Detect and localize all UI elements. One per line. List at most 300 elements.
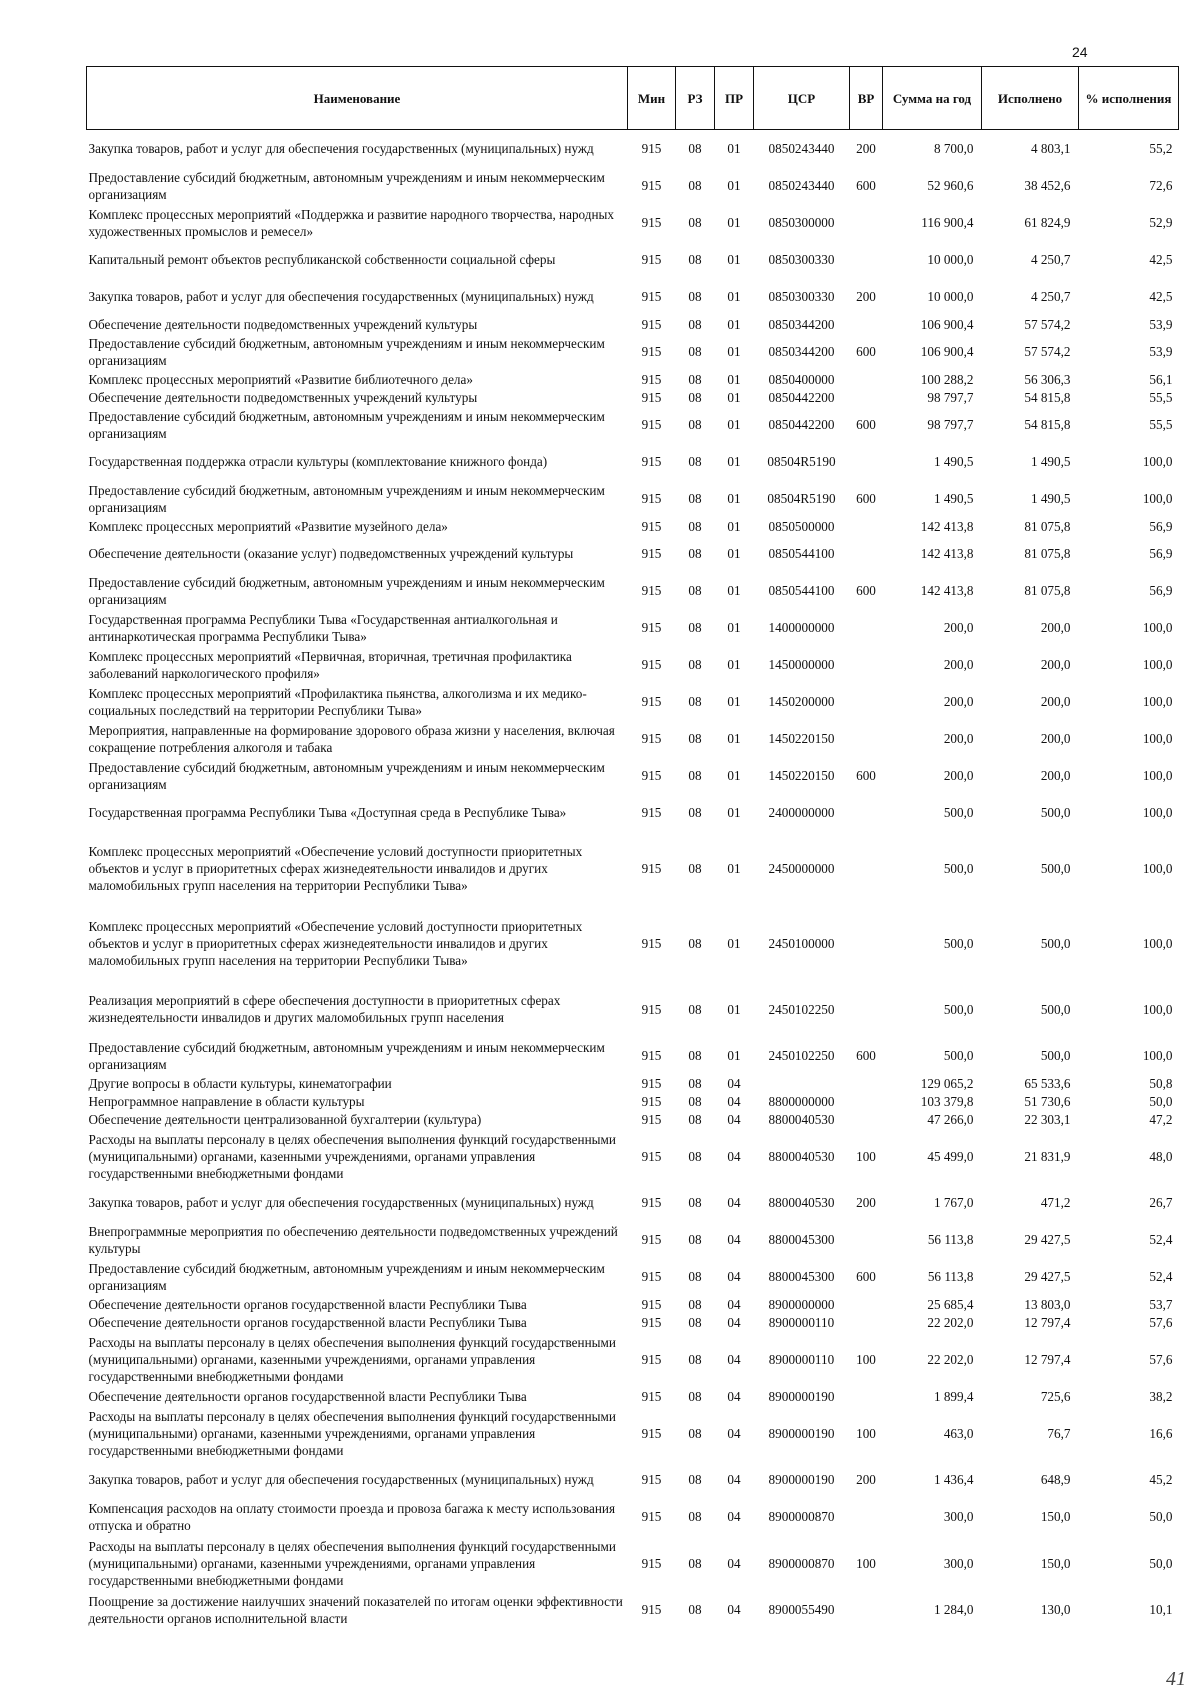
table-row: [87, 1110, 1179, 1128]
cell-vr: [850, 1295, 883, 1313]
cell-sum: 1 284,0: [933, 1602, 974, 1617]
cell-rz: 08: [688, 1269, 702, 1284]
cell-vr: 200: [856, 1472, 876, 1487]
cell-sum: 10 000,0: [927, 252, 974, 267]
cell-rz: 08: [688, 316, 702, 332]
cell-pr: 01: [727, 583, 741, 598]
cell-done: 200,0: [1040, 768, 1071, 783]
cell-vr: [850, 388, 883, 406]
cell-csr: 08504R5190: [767, 454, 836, 469]
cell-pr: 04: [727, 1425, 741, 1441]
cell-min: 915: [641, 657, 662, 672]
page-number: 24: [1072, 44, 1088, 60]
cell-csr: 8900000190: [768, 1425, 835, 1441]
cell-done: 13 803,0: [1024, 1296, 1071, 1312]
cell-vr: 600: [856, 344, 876, 359]
cell-done: 500,0: [1040, 1001, 1071, 1017]
cell-pr: 01: [727, 768, 741, 783]
table-row: [87, 981, 1179, 1037]
cell-done: 500,0: [1040, 1048, 1071, 1063]
cell-pr: 01: [727, 289, 741, 304]
cell-name: Государственная поддержка отрасли культуры (комплектование книжного фонда): [88, 454, 548, 469]
cell-sum: 1 899,4: [933, 1388, 974, 1404]
table-row: [87, 1037, 1179, 1074]
cell-name: Предоставление субсидий бюджетным, автономным учреждениям и иным некоммерческим организациям: [88, 482, 605, 515]
table-row: [87, 1092, 1179, 1110]
cell-vr: 200: [856, 141, 876, 156]
cell-pr: 01: [727, 454, 741, 469]
cell-pct: 100,0: [1142, 657, 1173, 672]
table-row: [87, 1405, 1179, 1461]
cell-vr: 600: [856, 1048, 876, 1063]
cell-pr: 04: [727, 1075, 741, 1091]
cell-min: 915: [641, 316, 662, 332]
cell-pct: 52,9: [1149, 215, 1173, 230]
cell-min: 915: [641, 1314, 662, 1330]
cell-vr: [850, 683, 883, 720]
cell-sum: 45 499,0: [927, 1148, 974, 1164]
cell-csr: 0850400000: [768, 371, 835, 387]
handwritten-page-mark: 41: [1166, 1668, 1186, 1690]
cell-name: Поощрение за достижение наилучших значений показателей по итогам оценки эффективности деятельности органов исполнительной власти: [88, 1593, 623, 1626]
cell-pct: 72,6: [1149, 178, 1173, 193]
cell-vr: [850, 517, 883, 535]
cell-csr: 8800000000: [768, 1093, 835, 1109]
cell-csr: 0850442200: [768, 389, 835, 405]
cell-name: Расходы на выплаты персоналу в целях обеспечения выполнения функций государственными (муниципальными) органами, казенными учреждениями, органами управления государственными внебюджетными фондами: [88, 1334, 616, 1384]
cell-sum: 106 900,4: [920, 316, 974, 332]
cell-csr: 0850544100: [768, 546, 835, 561]
cell-pr: 01: [727, 389, 741, 405]
cell-pct: 100,0: [1142, 491, 1173, 506]
cell-vr: [850, 981, 883, 1037]
cell-pct: 57,6: [1149, 1314, 1173, 1330]
cell-csr: 1450220150: [768, 768, 835, 783]
table-row: [87, 406, 1179, 443]
table-row: [87, 278, 1179, 315]
cell-pct: 56,9: [1149, 583, 1173, 598]
cell-sum: 500,0: [943, 861, 974, 876]
cell-sum: 47 266,0: [927, 1111, 974, 1127]
cell-rz: 08: [688, 518, 702, 534]
table-row: [87, 1461, 1179, 1498]
cell-pr: 04: [727, 1148, 741, 1164]
cell-min: 915: [641, 1001, 662, 1017]
cell-name: Реализация мероприятий в сфере обеспечения доступности в приоритетных сферах жизнедеятельности инвалидов и других маломобильных групп населения: [88, 993, 561, 1025]
cell-min: 915: [641, 1148, 662, 1164]
cell-done: 200,0: [1040, 620, 1071, 635]
cell-vr: 600: [856, 491, 876, 506]
cell-csr: 1400000000: [768, 620, 835, 635]
cell-vr: 600: [856, 1269, 876, 1284]
cell-csr: 8900000110: [768, 1351, 835, 1367]
cell-csr: 8800040530: [768, 1111, 835, 1127]
cell-pr: 01: [727, 316, 741, 332]
cell-rz: 08: [688, 1093, 702, 1109]
cell-rz: 08: [688, 1232, 702, 1247]
cell-sum: 10 000,0: [927, 289, 974, 304]
cell-done: 29 427,5: [1024, 1269, 1071, 1284]
table-row: [87, 720, 1179, 757]
cell-csr: 2450102250: [768, 1048, 835, 1063]
table-row: [87, 517, 1179, 535]
cell-min: 915: [641, 215, 662, 230]
cell-pr: 01: [727, 657, 741, 672]
cell-vr: 600: [856, 178, 876, 193]
cell-vr: [850, 1110, 883, 1128]
table-row: [87, 831, 1179, 906]
cell-csr: 8800045300: [768, 1269, 835, 1284]
table-body: [87, 130, 1179, 1629]
cell-rz: 08: [688, 861, 702, 876]
table-row: [87, 906, 1179, 981]
cell-min: 915: [641, 518, 662, 534]
cell-rz: 08: [688, 731, 702, 746]
cell-min: 915: [641, 1472, 662, 1487]
cell-pct: 100,0: [1142, 1001, 1173, 1017]
cell-rz: 08: [688, 936, 702, 951]
cell-vr: [850, 315, 883, 333]
cell-min: 915: [641, 491, 662, 506]
table-row: [87, 609, 1179, 646]
cell-name: Обеспечение деятельности централизованной бухгалтерии (культура): [88, 1111, 482, 1127]
cell-pct: 42,5: [1149, 289, 1173, 304]
cell-sum: 142 413,8: [920, 546, 974, 561]
cell-sum: 1 436,4: [933, 1472, 974, 1487]
table-row: [87, 1258, 1179, 1295]
cell-min: 915: [641, 178, 662, 193]
cell-min: 915: [641, 389, 662, 405]
cell-sum: 52 960,6: [927, 178, 974, 193]
cell-sum: 22 202,0: [927, 1351, 974, 1367]
table-row: [87, 315, 1179, 333]
table-row: [87, 388, 1179, 406]
cell-rz: 08: [688, 1351, 702, 1367]
cell-sum: 1 490,5: [933, 491, 974, 506]
table-row: [87, 646, 1179, 683]
table-row: [87, 1387, 1179, 1405]
cell-name: Расходы на выплаты персоналу в целях обеспечения выполнения функций государственными (муниципальными) органами, казенными учреждениями, органами управления государственными внебюджетными фондами: [88, 1408, 616, 1458]
cell-done: 81 075,8: [1024, 583, 1071, 598]
cell-min: 915: [641, 620, 662, 635]
cell-pr: 01: [727, 1048, 741, 1063]
cell-csr: 0850243440: [768, 141, 835, 156]
cell-done: 500,0: [1040, 936, 1071, 951]
cell-rz: 08: [688, 289, 702, 304]
table-row: [87, 333, 1179, 370]
cell-done: 4 250,7: [1030, 252, 1071, 267]
cell-name: Комплекс процессных мероприятий «Обеспечение условий доступности приоритетных объектов и услуг в приоритетных сферах жизнедеятельности инвалидов и других маломобильных групп населения на территории Республики Тыва»: [88, 919, 583, 968]
cell-pr: 04: [727, 1111, 741, 1127]
cell-name: Компенсация расходов на оплату стоимости проезда и провоза багажа к месту использования отпуска и обратно: [88, 1500, 616, 1533]
cell-csr: 0850500000: [768, 518, 835, 534]
cell-vr: [850, 1092, 883, 1110]
cell-name: Предоставление субсидий бюджетным, автономным учреждениям и иным некоммерческим организациям: [88, 759, 605, 792]
cell-pct: 50,0: [1149, 1555, 1173, 1571]
cell-pct: 56,1: [1149, 371, 1173, 387]
cell-name: Непрограммное направление в области культуры: [88, 1093, 365, 1109]
table-row: [87, 1331, 1179, 1387]
cell-pr: 04: [727, 1472, 741, 1487]
cell-rz: 08: [688, 1509, 702, 1524]
cell-min: 915: [641, 1093, 662, 1109]
cell-pr: 04: [727, 1388, 741, 1404]
table-row: [87, 1128, 1179, 1184]
table-row: [87, 1591, 1179, 1628]
cell-sum: 106 900,4: [920, 344, 974, 359]
cell-pct: 100,0: [1142, 731, 1173, 746]
cell-sum: 1 767,0: [933, 1195, 974, 1210]
table-row: [87, 443, 1179, 480]
header-pr: ПР: [715, 67, 754, 130]
cell-csr: [754, 1074, 850, 1092]
table-row: [87, 130, 1179, 168]
cell-pr: 04: [727, 1509, 741, 1524]
cell-pct: 57,6: [1149, 1351, 1173, 1367]
table-row: [87, 1074, 1179, 1092]
cell-pr: 04: [727, 1314, 741, 1330]
cell-pct: 100,0: [1142, 861, 1173, 876]
cell-vr: [850, 720, 883, 757]
cell-rz: 08: [688, 215, 702, 230]
cell-done: 4 803,1: [1030, 141, 1071, 156]
cell-vr: [850, 204, 883, 241]
cell-sum: 200,0: [943, 657, 974, 672]
cell-name: Закупка товаров, работ и услуг для обеспечения государственных (муниципальных) нужд: [88, 1472, 594, 1487]
cell-name: Обеспечение деятельности подведомственных учреждений культуры: [88, 316, 478, 332]
cell-done: 1 490,5: [1030, 454, 1071, 469]
cell-pr: 01: [727, 936, 741, 951]
cell-sum: 200,0: [943, 731, 974, 746]
cell-rz: 08: [688, 1555, 702, 1571]
cell-name: Предоставление субсидий бюджетным, автономным учреждениям и иным некоммерческим организациям: [88, 169, 605, 202]
cell-min: 915: [641, 1555, 662, 1571]
cell-csr: 8900000190: [768, 1388, 835, 1404]
cell-min: 915: [641, 1351, 662, 1367]
cell-done: 200,0: [1040, 694, 1071, 709]
cell-csr: 8900000870: [768, 1555, 835, 1571]
cell-pr: 01: [727, 805, 741, 820]
cell-done: 54 815,8: [1024, 417, 1071, 432]
cell-name: Закупка товаров, работ и услуг для обеспечения государственных (муниципальных) нужд: [88, 1195, 594, 1210]
cell-pr: 01: [727, 141, 741, 156]
cell-done: 150,0: [1040, 1555, 1071, 1571]
cell-vr: 600: [856, 417, 876, 432]
cell-name: Комплекс процессных мероприятий «Профилактика пьянства, алкоголизма и их медико-социальных последствий на территории Республики Тыва»: [88, 685, 587, 718]
cell-sum: 142 413,8: [920, 583, 974, 598]
cell-rz: 08: [688, 389, 702, 405]
cell-rz: 08: [688, 1048, 702, 1063]
cell-pct: 42,5: [1149, 252, 1173, 267]
table-row: [87, 1313, 1179, 1331]
cell-name: Закупка товаров, работ и услуг для обеспечения государственных (муниципальных) нужд: [88, 141, 594, 156]
cell-sum: 200,0: [943, 768, 974, 783]
cell-csr: 0850344200: [768, 316, 835, 332]
cell-pct: 100,0: [1142, 768, 1173, 783]
cell-rz: 08: [688, 344, 702, 359]
cell-name: Расходы на выплаты персоналу в целях обеспечения выполнения функций государственными (муниципальными) органами, казенными учреждениями, органами управления государственными внебюджетными фондами: [88, 1131, 616, 1181]
cell-csr: 8900000190: [768, 1472, 835, 1487]
cell-done: 500,0: [1040, 805, 1071, 820]
cell-rz: 08: [688, 491, 702, 506]
cell-name: Комплекс процессных мероприятий «Поддержка и развитие народного творчества, народных художественных промыслов и ремесел»: [88, 206, 614, 239]
cell-name: Капитальный ремонт объектов республиканской собственности социальной сферы: [88, 252, 556, 267]
cell-done: 81 075,8: [1024, 546, 1071, 561]
cell-done: 29 427,5: [1024, 1232, 1071, 1247]
cell-done: 4 250,7: [1030, 289, 1071, 304]
cell-sum: 22 202,0: [927, 1314, 974, 1330]
cell-csr: 0850344200: [768, 344, 835, 359]
cell-rz: 08: [688, 1001, 702, 1017]
cell-min: 915: [641, 1509, 662, 1524]
cell-min: 915: [641, 694, 662, 709]
table-row: [87, 1295, 1179, 1313]
cell-pr: 01: [727, 344, 741, 359]
cell-csr: 1450220150: [768, 731, 835, 746]
cell-min: 915: [641, 344, 662, 359]
cell-pr: 04: [727, 1195, 741, 1210]
cell-name: Государственная программа Республики Тыва «Доступная среда в Республике Тыва»: [88, 805, 567, 820]
cell-pr: 01: [727, 371, 741, 387]
cell-vr: [850, 241, 883, 278]
cell-pct: 16,6: [1149, 1425, 1173, 1441]
cell-name: Предоставление субсидий бюджетным, автономным учреждениям и иным некоммерческим организациям: [88, 574, 605, 607]
cell-rz: 08: [688, 694, 702, 709]
cell-vr: 100: [856, 1148, 876, 1164]
cell-pr: 04: [727, 1555, 741, 1571]
cell-rz: 08: [688, 1602, 702, 1617]
cell-sum: 98 797,7: [927, 389, 974, 405]
cell-sum: 300,0: [943, 1555, 974, 1571]
cell-pr: 01: [727, 252, 741, 267]
cell-csr: 08504R5190: [767, 491, 836, 506]
cell-pct: 47,2: [1149, 1111, 1173, 1127]
cell-rz: 08: [688, 417, 702, 432]
cell-done: 56 306,3: [1024, 371, 1071, 387]
cell-pct: 38,2: [1149, 1388, 1173, 1404]
cell-csr: 0850442200: [768, 417, 835, 432]
cell-csr: 0850544100: [768, 583, 835, 598]
cell-rz: 08: [688, 768, 702, 783]
cell-csr: 0850300330: [768, 289, 835, 304]
cell-name: Закупка товаров, работ и услуг для обеспечения государственных (муниципальных) нужд: [88, 289, 594, 304]
cell-csr: 0850243440: [768, 178, 835, 193]
cell-min: 915: [641, 936, 662, 951]
cell-pr: 01: [727, 518, 741, 534]
cell-done: 1 490,5: [1030, 491, 1071, 506]
cell-done: 38 452,6: [1024, 178, 1071, 193]
cell-rz: 08: [688, 178, 702, 193]
cell-csr: 1450200000: [768, 694, 835, 709]
cell-done: 21 831,9: [1024, 1148, 1071, 1164]
cell-vr: 600: [856, 768, 876, 783]
cell-pr: 01: [727, 694, 741, 709]
cell-done: 65 533,6: [1024, 1075, 1071, 1091]
cell-pr: 01: [727, 620, 741, 635]
cell-pct: 55,2: [1149, 141, 1173, 156]
cell-sum: 116 900,4: [921, 215, 974, 230]
cell-vr: [850, 831, 883, 906]
cell-pct: 48,0: [1149, 1148, 1173, 1164]
cell-vr: 100: [856, 1351, 876, 1367]
header-pct: % исполнения: [1079, 67, 1179, 130]
cell-csr: 8900055490: [768, 1602, 835, 1617]
cell-sum: 500,0: [943, 1001, 974, 1017]
table-header: [87, 67, 1179, 130]
cell-done: 22 303,1: [1024, 1111, 1071, 1127]
cell-rz: 08: [688, 1195, 702, 1210]
cell-rz: 08: [688, 1148, 702, 1164]
cell-rz: 08: [688, 620, 702, 635]
cell-pct: 55,5: [1149, 417, 1173, 432]
cell-vr: [850, 1221, 883, 1258]
cell-sum: 56 113,8: [927, 1232, 974, 1247]
cell-pct: 100,0: [1142, 620, 1173, 635]
cell-pr: 01: [727, 215, 741, 230]
cell-pct: 100,0: [1142, 454, 1173, 469]
cell-done: 648,9: [1040, 1472, 1071, 1487]
cell-vr: [850, 1313, 883, 1331]
cell-name: Обеспечение деятельности органов государственной власти Республики Тыва: [88, 1388, 527, 1404]
cell-done: 150,0: [1040, 1509, 1071, 1524]
cell-rz: 08: [688, 141, 702, 156]
cell-sum: 129 065,2: [920, 1075, 974, 1091]
cell-done: 200,0: [1040, 731, 1071, 746]
cell-pr: 04: [727, 1232, 741, 1247]
table-row: [87, 167, 1179, 204]
cell-pct: 45,2: [1149, 1472, 1173, 1487]
cell-pct: 52,4: [1149, 1269, 1173, 1284]
cell-name: Государственная программа Республики Тыва «Государственная антиалкогольная и антинаркотическая программа Республики Тыва»: [88, 611, 558, 644]
cell-pr: 04: [727, 1093, 741, 1109]
cell-pct: 10,1: [1149, 1602, 1173, 1617]
cell-name: Комплекс процессных мероприятий «Первичная, вторичная, третичная профилактика заболеваний наркологического профиля»: [88, 648, 572, 681]
header-name: Наименование: [87, 67, 628, 130]
cell-pct: 100,0: [1142, 1048, 1173, 1063]
table-row: [87, 757, 1179, 794]
cell-min: 915: [641, 861, 662, 876]
cell-pct: 100,0: [1142, 694, 1173, 709]
cell-vr: [850, 1498, 883, 1535]
cell-vr: [850, 1591, 883, 1628]
cell-pct: 56,9: [1149, 546, 1173, 561]
cell-vr: 100: [856, 1425, 876, 1441]
header-sum: Сумма на год: [883, 67, 982, 130]
cell-done: 471,2: [1040, 1195, 1071, 1210]
cell-sum: 98 797,7: [927, 417, 974, 432]
cell-done: 54 815,8: [1024, 389, 1071, 405]
cell-sum: 103 379,8: [920, 1093, 974, 1109]
cell-pr: 04: [727, 1269, 741, 1284]
cell-pct: 50,0: [1149, 1509, 1173, 1524]
cell-done: 57 574,2: [1024, 344, 1071, 359]
cell-done: 61 824,9: [1024, 215, 1071, 230]
cell-csr: 0850300330: [768, 252, 835, 267]
cell-sum: 142 413,8: [920, 518, 974, 534]
cell-pct: 53,9: [1149, 344, 1173, 359]
cell-rz: 08: [688, 1425, 702, 1441]
cell-min: 915: [641, 454, 662, 469]
cell-done: 12 797,4: [1024, 1314, 1071, 1330]
cell-vr: [850, 609, 883, 646]
cell-pr: 01: [727, 731, 741, 746]
cell-min: 915: [641, 768, 662, 783]
table-row: [87, 1184, 1179, 1221]
cell-csr: 8900000110: [768, 1314, 835, 1330]
cell-csr: 8900000870: [768, 1509, 835, 1524]
cell-done: 57 574,2: [1024, 316, 1071, 332]
cell-vr: 100: [856, 1555, 876, 1571]
